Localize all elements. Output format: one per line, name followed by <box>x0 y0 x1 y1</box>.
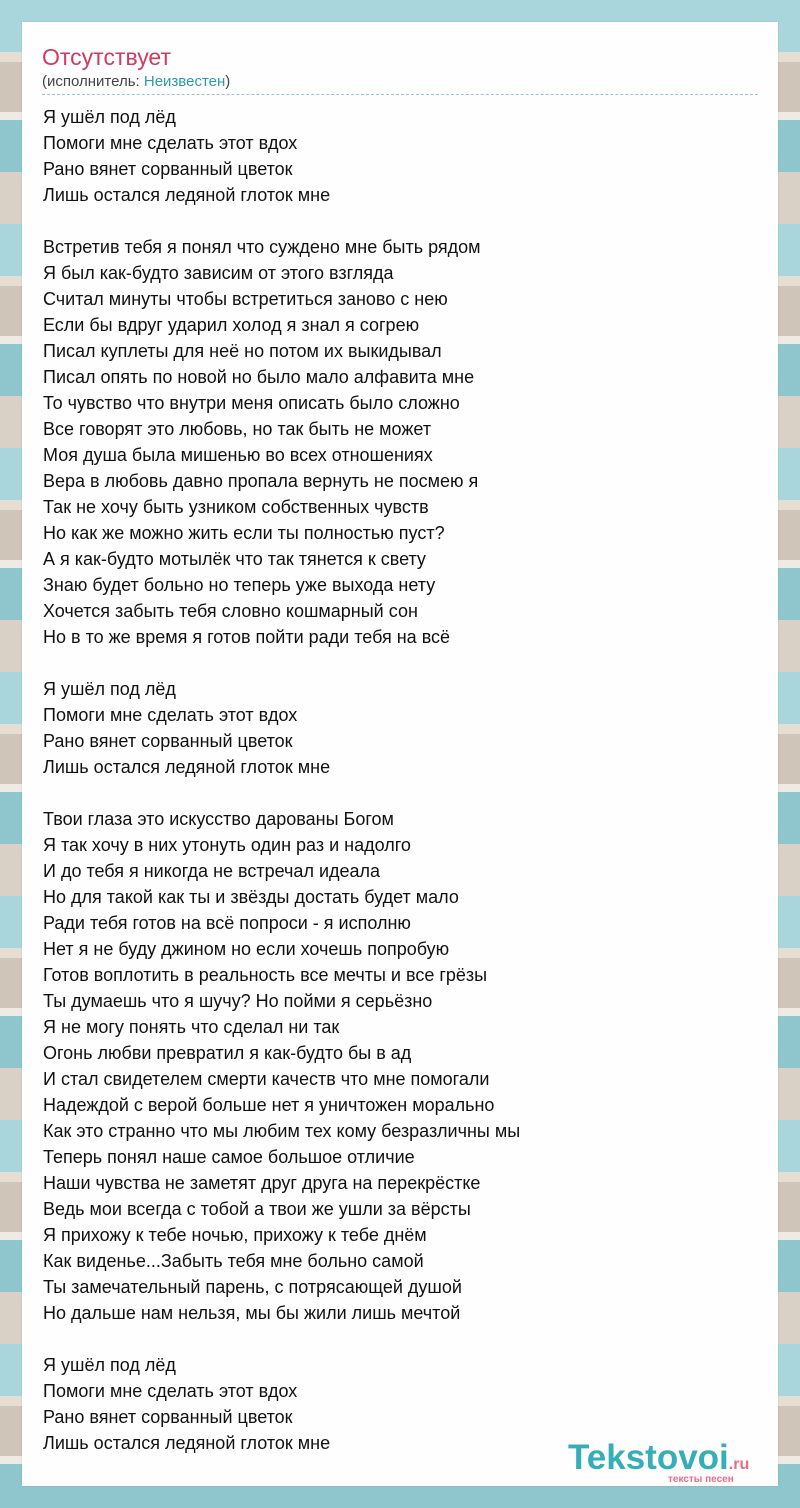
lyrics-line: Встретив тебя я понял что суждено мне быть рядом <box>43 237 481 257</box>
lyrics-line: Твои глаза это искусство дарованы Богом <box>43 809 394 829</box>
lyrics-text <box>43 104 763 1456</box>
lyrics-line: Я был как-будто зависим от этого взгляда <box>43 263 394 283</box>
lyrics-line: Рано вянет сорванный цветок <box>43 731 293 751</box>
performer-suffix: ) <box>225 73 231 90</box>
lyrics-line: Хочется забыть тебя словно кошмарный сон <box>43 601 418 621</box>
lyrics-stanza <box>43 806 763 1326</box>
lyrics-line: И стал свидетелем смерти качеств что мне помогали <box>43 1069 490 1089</box>
lyrics-line: Помоги мне сделать этот вдох <box>43 133 298 153</box>
lyrics-line: Рано вянет сорванный цветок <box>43 1407 293 1427</box>
lyrics-line: Писал куплеты для неё но потом их выкидывал <box>43 341 442 361</box>
song-title: Отсутствует <box>42 44 171 70</box>
lyrics-line: Рано вянет сорванный цветок <box>43 159 293 179</box>
lyrics-line: А я как-будто мотылёк что так тянется к свету <box>43 549 426 569</box>
lyrics-line: Я так хочу в них утонуть один раз и надолго <box>43 835 411 855</box>
lyrics-line: Вера в любовь давно пропала вернуть не посмею я <box>43 471 479 491</box>
lyrics-line: Все говорят это любовь, но так быть не может <box>43 419 432 439</box>
logo-tagline: тексты песен <box>668 1474 734 1485</box>
lyrics-stanza <box>43 104 763 208</box>
lyrics-stanza <box>43 234 763 650</box>
lyrics-line: Готов воплотить в реальность все мечты и все грёзы <box>43 965 488 985</box>
lyrics-line: Но для такой как ты и звёзды достать будет мало <box>43 887 459 907</box>
lyrics-line: Но как же можно жить если ты полностью пуст? <box>43 523 445 543</box>
lyrics-line: Огонь любви превратил я как-будто бы в ад <box>43 1043 412 1063</box>
lyrics-line: Лишь остался ледяной глоток мне <box>43 1433 331 1453</box>
lyrics-line: Ради тебя готов на всё попроси - я исполню <box>43 913 411 933</box>
lyrics-line: Я ушёл под лёд <box>43 679 176 699</box>
lyrics-line: Писал опять по новой но было мало алфавита мне <box>43 367 475 387</box>
lyrics-line: Но в то же время я готов пойти ради тебя на всё <box>43 627 451 647</box>
lyrics-line: Моя душа была мишенью во всех отношениях <box>43 445 433 465</box>
lyrics-line: И до тебя я никогда не встречал идеала <box>43 861 381 881</box>
lyrics-line: Лишь остался ледяной глоток мне <box>43 185 331 205</box>
lyrics-line: Так не хочу быть узником собственных чувств <box>43 497 429 517</box>
lyrics-line: Я не могу понять что сделал ни так <box>43 1017 340 1037</box>
lyrics-card <box>22 22 778 1486</box>
lyrics-line: Я прихожу к тебе ночью, прихожу к тебе днём <box>43 1225 427 1245</box>
lyrics-line: Лишь остался ледяной глоток мне <box>43 757 331 777</box>
lyrics-line: Наши чувства не заметят друг друга на перекрёстке <box>43 1173 481 1193</box>
lyrics-line: Помоги мне сделать этот вдох <box>43 1381 298 1401</box>
lyrics-line: Надеждой с верой больше нет я уничтожен морально <box>43 1095 495 1115</box>
lyrics-line: Считал минуты чтобы встретиться заново с нею <box>43 289 448 309</box>
lyrics-line: Как виденье...Забыть тебя мне больно самой <box>43 1251 424 1271</box>
site-logo[interactable] <box>568 1440 773 1484</box>
performer-prefix: (исполнитель: <box>42 73 144 90</box>
lyrics-line: То чувство что внутри меня описать было сложно <box>43 393 460 413</box>
lyrics-stanza <box>43 676 763 780</box>
logo-domain: .ru <box>728 1456 750 1473</box>
lyrics-line: Нет я не буду джином но если хочешь попробую <box>43 939 450 959</box>
logo-brand: Tekstovoi <box>568 1438 729 1477</box>
song-header <box>42 42 758 95</box>
lyrics-line: Как это странно что мы любим тех кому безразличны мы <box>43 1121 521 1141</box>
lyrics-line: Но дальше нам нельзя, мы бы жили лишь мечтой <box>43 1303 461 1323</box>
lyrics-line: Ты думаешь что я шучу? Но пойми я серьёзно <box>43 991 433 1011</box>
lyrics-line: Если бы вдруг ударил холод я знал я согрею <box>43 315 420 335</box>
artist-link[interactable]: Неизвестен <box>143 73 226 90</box>
lyrics-line: Теперь понял наше самое большое отличие <box>43 1147 415 1167</box>
lyrics-line: Ведь мои всегда с тобой а твои же ушли за вёрсты <box>43 1199 471 1219</box>
lyrics-line: Ты замечательный парень, с потрясающей душой <box>43 1277 462 1297</box>
lyrics-line: Помоги мне сделать этот вдох <box>43 705 298 725</box>
lyrics-line: Я ушёл под лёд <box>43 107 176 127</box>
lyrics-line: Знаю будет больно но теперь уже выхода нету <box>43 575 436 595</box>
performer-line <box>42 72 758 92</box>
lyrics-line: Я ушёл под лёд <box>43 1355 176 1375</box>
